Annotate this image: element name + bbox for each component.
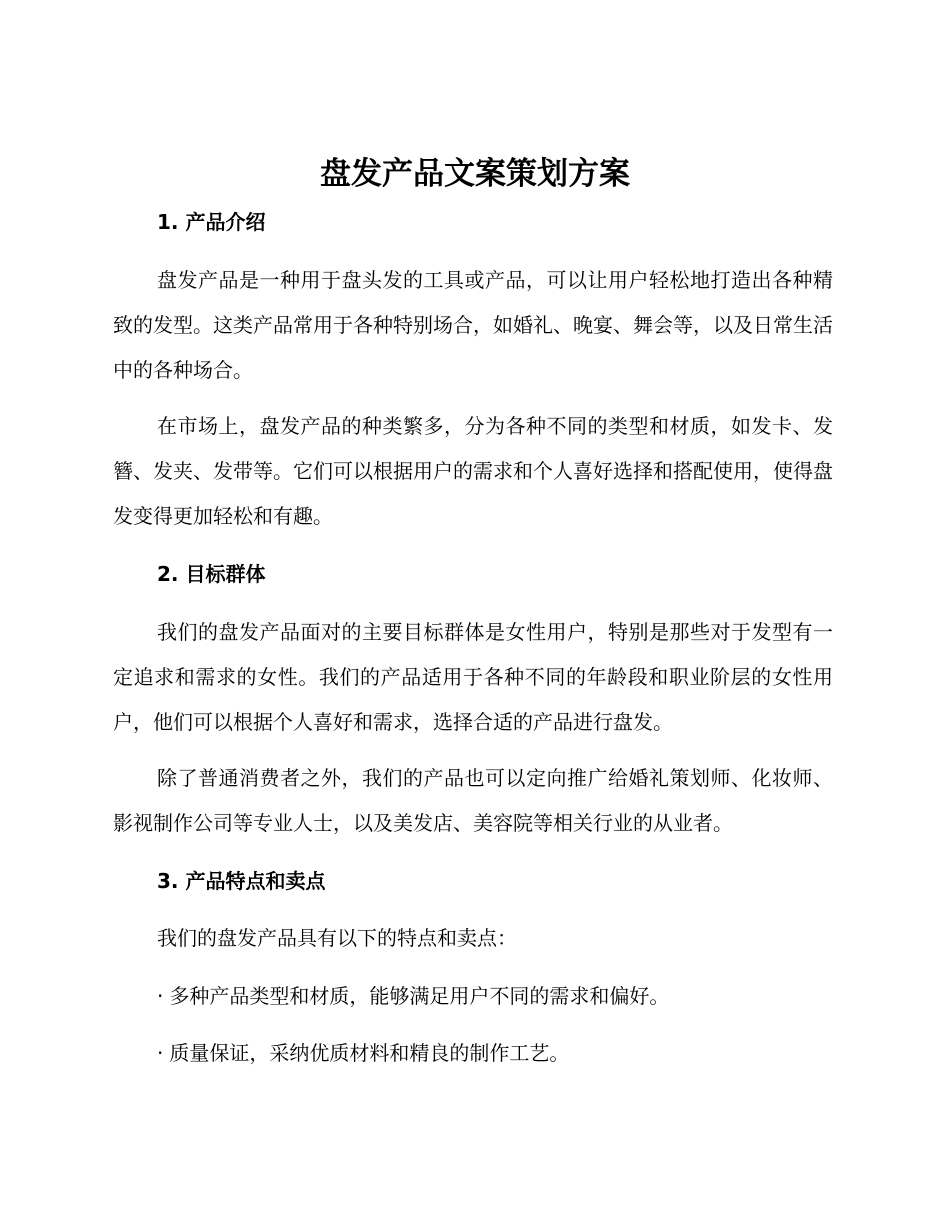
paragraph: 在市场上，盘发产品的种类繁多，分为各种不同的类型和材质，如发卡、发簪、发夹、发带等。它们可以根据用户的需求和个人喜好选择和搭配使用，使得盘发变得更加轻松和有趣。 <box>113 414 833 528</box>
bullet-icon: · <box>157 984 164 1008</box>
paragraph: 除了普通消费者之外，我们的产品也可以定向推广给婚礼策划师、化妆师、影视制作公司等专业人士，以及美发店、美容院等相关行业的从业者。 <box>113 766 833 835</box>
paragraph: 盘发产品是一种用于盘头发的工具或产品，可以让用户轻松地打造出各种精致的发型。这类产品常用于各种特别场合，如婚礼、晚宴、舞会等，以及日常生活中的各种场合。 <box>113 268 833 382</box>
section-heading-product-intro: 1. 产品介绍 <box>157 210 266 234</box>
list-item-text: 质量保证，采纳优质材料和精良的制作工艺。 <box>169 1041 570 1065</box>
section-heading-target-group: 2. 目标群体 <box>157 562 266 586</box>
list-item <box>157 1039 569 1067</box>
document-title: 盘发产品文案策划方案 <box>320 156 630 192</box>
section-heading-features: 3. 产品特点和卖点 <box>157 869 326 893</box>
bullet-icon: · <box>157 1041 164 1065</box>
list-item <box>157 982 669 1010</box>
list-item-text: 多种产品类型和材质，能够满足用户不同的需求和偏好。 <box>169 984 670 1008</box>
paragraph: 我们的盘发产品具有以下的特点和卖点： <box>157 926 517 950</box>
paragraph: 我们的盘发产品面对的主要目标群体是女性用户，特别是那些对于发型有一定追求和需求的女性。我们的产品适用于各种不同的年龄段和职业阶层的女性用户，他们可以根据个人喜好和需求，选择合适的产品进行盘发。 <box>113 620 833 734</box>
